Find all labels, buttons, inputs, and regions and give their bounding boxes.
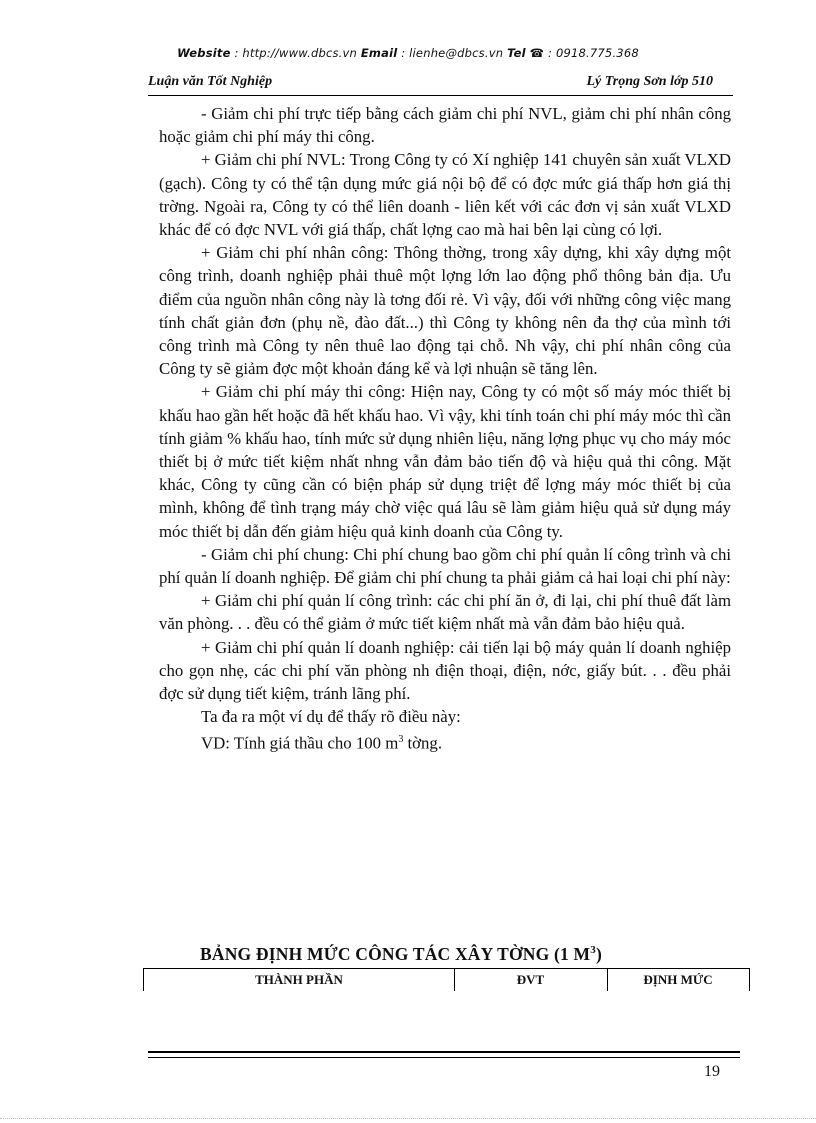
tel-value: ☎ : 0918.775.368: [525, 46, 639, 60]
paragraph: + Giảm chi phí NVL: Trong Công ty có Xí nghiệp 141 chuyên sản xuất VLXD (gạch). Công ty có thể tận dụng mức giá nội bộ để có đợc mức giá thấp hơn giá thị trờng. Ngoài ra, Công ty có thể liên doanh - liên kết với các đơn vị sản xuất VLXD khác để có đợc NVL với giá thấp, chất lợng cao mà hai bên lại cùng có lợi.: [159, 150, 731, 240]
footer-rule-thick: [148, 1051, 740, 1053]
table-title: [200, 944, 602, 965]
body-text: [159, 102, 731, 755]
email-value: : lienhe@dbcs.vn: [397, 46, 508, 60]
col-component: THÀNH PHẦN: [255, 972, 343, 987]
norm-table-header: [143, 968, 750, 991]
col-unit: ĐVT: [516, 972, 545, 987]
paragraph: - Giảm chi phí trực tiếp bằng cách giảm chi phí NVL, giảm chi phí nhân công hoặc giảm chi phí máy thi công.: [159, 104, 731, 147]
paragraph: Ta đa ra một ví dụ để thấy rõ điều này:: [201, 707, 461, 727]
thesis-title: Luận văn Tốt Nghiệp: [148, 74, 273, 89]
page-edge: [0, 1118, 816, 1119]
table-title-prefix: BẢNG ĐỊNH MỨC CÔNG TÁC XÂY TỜNG (1 M: [200, 944, 591, 964]
col-norm: ĐỊNH MỨC: [643, 972, 713, 987]
paragraph: - Giảm chi phí chung: Chi phí chung bao gồm chi phí quản lí công trình và chi phí quản lí doanh nghiệp. Để giảm chi phí chung ta phải giảm cả hai loại chi phí này:: [159, 544, 731, 588]
header-contact: [0, 46, 816, 60]
tel-label: Tel: [507, 46, 526, 60]
paragraph: + Giảm chi phí quản lí doanh nghiệp: cải tiến lại bộ máy quản lí doanh nghiệp cho gọn nhẹ, các chi phí văn phòng nh điện thoại, điện, nớc, giấy bút. . . đều phải đợc sử dụng tiết kiệm, tránh lãng phí.: [159, 637, 731, 704]
paragraph: + Giảm chi phí quản lí công trình: các chi phí ăn ở, đi lại, chi phí thuê đất làm văn phòng. . . đều có thể giảm ở mức tiết kiệm nhất mà vẫn đảm bảo hiệu quả.: [159, 591, 731, 634]
email-label: Email: [360, 46, 398, 60]
example-line: [159, 728, 731, 755]
example-sup: 3: [398, 734, 404, 746]
table-title-sup: 3: [590, 944, 596, 957]
table-title-suffix: ): [595, 944, 602, 964]
website-value: : http://www.dbcs.vn: [230, 46, 361, 60]
example-suffix: tờng.: [403, 734, 443, 754]
website-label: Website: [177, 46, 231, 60]
header-rule: [148, 95, 733, 96]
paragraph: + Giảm chi phí máy thi công: Hiện nay, Công ty có một số máy móc thiết bị khấu hao gần hết hoặc đã hết khấu hao. Vì vậy, khi tính toán chi phí máy móc thì cần tính giảm % khấu hao, tính mức sử dụng nhiên liệu, năng lợng phục vụ cho máy móc thiết bị ở mức tiết kiệm nhất nhng vẫn đảm bảo tiến độ và hiệu quả thi công. Mặt khác, Công ty cũng cần có biện pháp sử dụng triệt để lợng máy móc thiết bị của mình, không để tình trạng máy chờ việc quá lâu sẽ làm giảm hiệu quả sử dụng máy móc thiết bị dẫn đến giảm hiệu quả kinh doanh của Công ty.: [159, 382, 731, 541]
author-class: Lý Trọng Sơn lớp 510: [586, 74, 713, 89]
example-prefix: VD: Tính giá thầu cho 100 m: [201, 734, 399, 754]
footer-rule-thin: [148, 1057, 740, 1058]
page-number: 19: [704, 1063, 720, 1080]
paragraph: + Giảm chi phí nhân công: Thông thờng, trong xây dựng, khi xây dựng một công trình, doanh nghiệp phải thuê một lợng lớn lao động phổ thông bản địa. Ưu điểm của nguồn nhân công này là tơng đối rẻ. Vì vậy, đối với những công việc mang tính chất giản đơn (phụ nề, đào đất...) thì Công ty không nên đa thợ của mình tới công trình mà Công ty nên thuê lao động tại chỗ. Nh vậy, chi phí nhân công của Công ty sẽ giảm đợc một khoản đáng kể và lợi nhuận sẽ tăng lên.: [159, 243, 731, 379]
running-header: [148, 74, 733, 92]
